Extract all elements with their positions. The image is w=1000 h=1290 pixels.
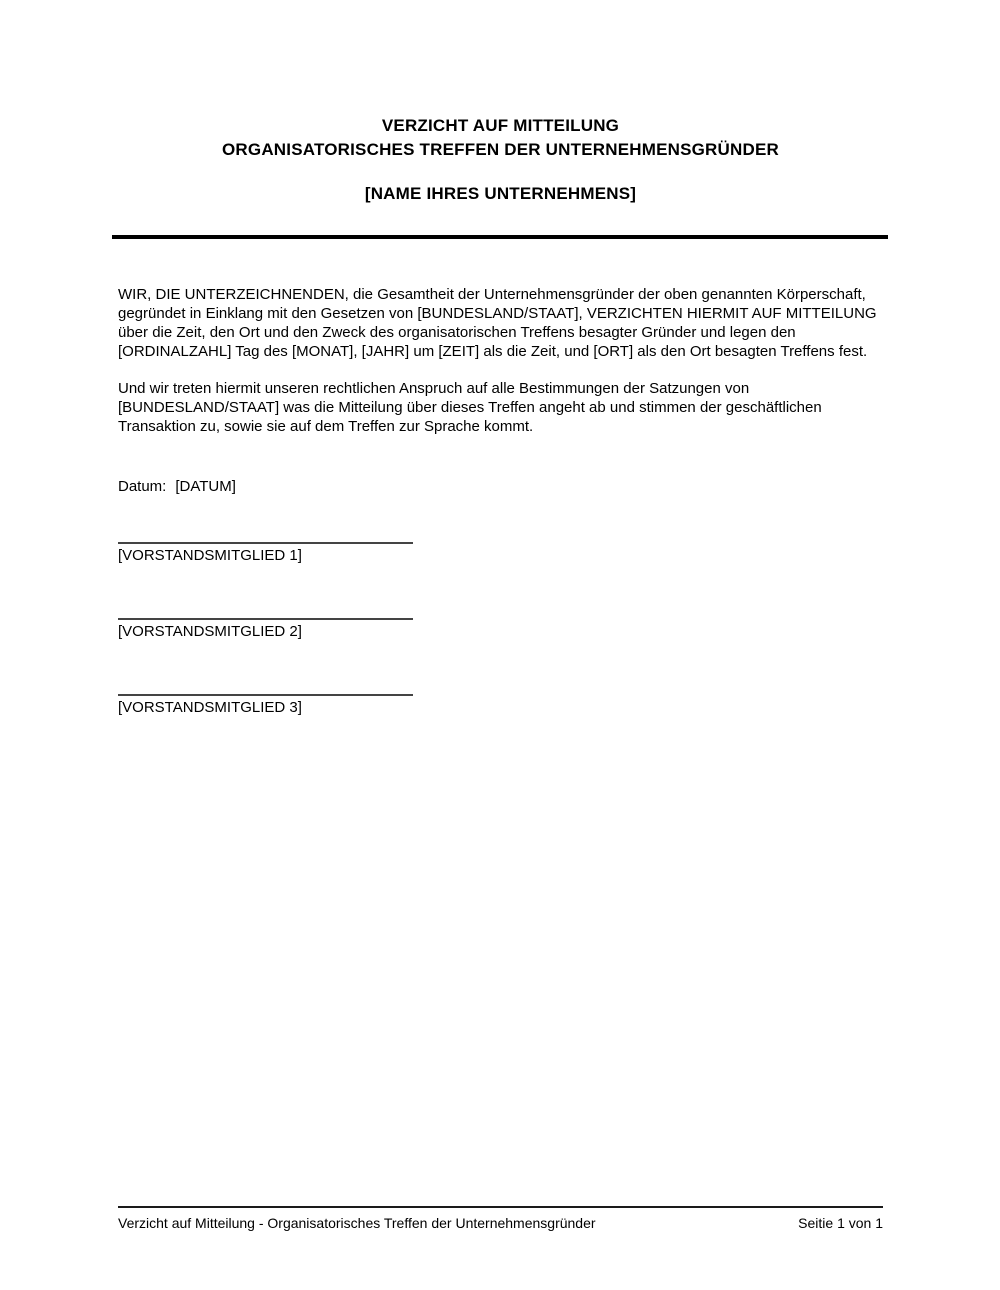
footer-document-title: Verzicht auf Mitteilung - Organisatorisches Treffen der Unternehmensgründer	[118, 1215, 596, 1231]
signature-label-board-member-1: [VORSTANDSMITGLIED 1]	[118, 547, 302, 564]
signature-label-board-member-2: [VORSTANDSMITGLIED 2]	[118, 623, 302, 640]
signature-label-board-member-3: [VORSTANDSMITGLIED 3]	[118, 699, 302, 716]
signature-block-2	[118, 618, 413, 641]
date-row	[118, 477, 883, 496]
page-footer	[118, 1206, 883, 1232]
signature-block-1	[118, 542, 413, 565]
footer-page-number: Seitie 1 von 1	[798, 1215, 883, 1231]
footer-row	[118, 1208, 883, 1232]
signature-block-3	[118, 694, 413, 717]
document-header	[118, 114, 883, 206]
date-value-placeholder: [DATUM]	[175, 478, 236, 495]
rights-paragraph: Und wir treten hiermit unseren rechtlichen Anspruch auf alle Bestimmungen der Satzungen von [BUNDESLAND/STAAT] was die Mitteilung über dieses Treffen angeht ab und stimmen der geschäftlichen Transaktion zu, sowie sie auf dem Treffen zur Sprache kommt.	[118, 380, 822, 435]
waiver-paragraph: WIR, DIE UNTERZEICHNENDEN, die Gesamtheit der Unternehmensgründer der oben genannten Körperschaft, gegründet in Einklang mit den Gesetzen von [BUNDESLAND/STAAT], VERZICHTEN HIERMIT AUF MITTEILUNG über die Zeit, den Ort und den Zweck des organisatorischen Treffens besagter Gründer und legen den [ORDINALZAHL] Tag des [MONAT], [JAHR] um [ZEIT] als die Zeit, und [ORT] als den Ort besagten Treffens fest.	[118, 286, 877, 360]
document-title-line1: VERZICHT AUF MITTEILUNG	[381, 116, 620, 135]
company-name-placeholder: [NAME IHRES UNTERNEHMENS]	[364, 184, 637, 203]
document-title-line2: ORGANISATORISCHES TREFFEN DER UNTERNEHMENSGRÜNDER	[222, 140, 779, 159]
date-label: Datum:	[118, 478, 167, 495]
title-divider	[112, 235, 888, 239]
